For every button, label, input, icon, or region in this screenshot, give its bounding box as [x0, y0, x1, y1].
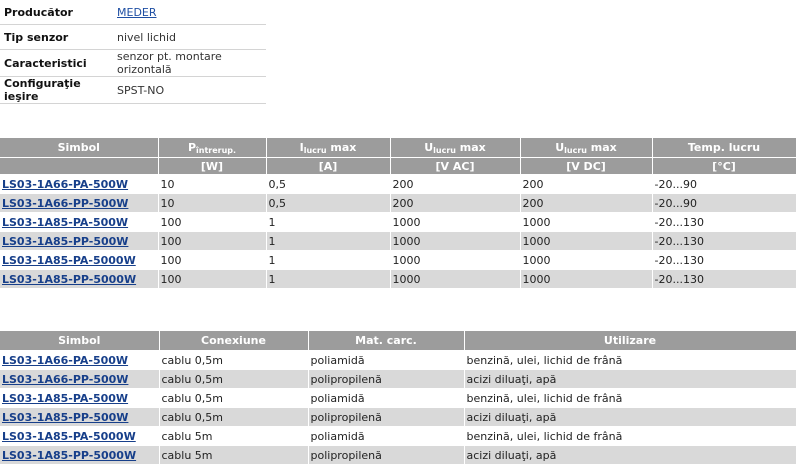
table-row	[0, 446, 796, 465]
table-cell: 200	[520, 194, 652, 213]
info-row	[0, 25, 266, 50]
table-cell: -20...130	[652, 213, 796, 232]
header-suffix: max	[586, 140, 617, 154]
column-unit: [°C]	[652, 158, 796, 175]
table-row	[0, 270, 796, 289]
header-label: Simbol	[57, 141, 100, 154]
column-header	[0, 138, 158, 158]
header-subscript: lucru	[303, 145, 327, 155]
header-suffix: max	[455, 140, 486, 154]
header-label: I	[299, 140, 304, 154]
table-cell	[0, 370, 159, 389]
table-cell: cablu 0,5m	[159, 351, 308, 370]
product-link[interactable]: LS03-1A85-PP-500W	[2, 234, 129, 248]
table-cell: cablu 0,5m	[159, 389, 308, 408]
table-cell: -20...90	[652, 175, 796, 194]
column-unit: [A]	[266, 158, 390, 175]
table-row	[0, 213, 796, 232]
table-cell	[0, 270, 158, 289]
table-cell: 1000	[390, 213, 520, 232]
product-link[interactable]: LS03-1A66-PP-500W	[2, 196, 129, 210]
table-cell	[0, 232, 158, 251]
table-row	[0, 427, 796, 446]
info-row	[0, 0, 266, 25]
column-header: Conexiune	[159, 331, 308, 351]
table-cell	[0, 194, 158, 213]
table-cell: cablu 5m	[159, 446, 308, 465]
header-label: U	[424, 140, 434, 154]
table-cell	[0, 213, 158, 232]
table-cell: benzină, ulei, lichid de frână	[464, 427, 796, 446]
table-cell: -20...130	[652, 270, 796, 289]
product-link[interactable]: LS03-1A85-PA-500W	[2, 215, 129, 229]
manufacturer-link[interactable]: MEDER	[117, 5, 157, 19]
product-link[interactable]: LS03-1A66-PA-500W	[2, 353, 129, 367]
table-cell: -20...130	[652, 232, 796, 251]
table-cell: poliamidă	[308, 389, 464, 408]
header-subscript: lucru	[433, 145, 456, 155]
table-cell	[0, 175, 158, 194]
table-cell: acizi diluaţi, apă	[464, 446, 796, 465]
table-cell	[0, 251, 158, 270]
product-link[interactable]: LS03-1A66-PP-500W	[2, 372, 129, 386]
info-value	[113, 0, 266, 25]
column-unit: [W]	[158, 158, 266, 175]
table-cell	[0, 427, 159, 446]
table-row	[0, 351, 796, 370]
product-link[interactable]: LS03-1A85-PA-500W	[2, 391, 129, 405]
application-table	[0, 331, 796, 465]
table-cell: 1000	[390, 232, 520, 251]
info-label: Tip senzor	[0, 25, 113, 50]
column-header	[266, 138, 390, 158]
table-cell: 1	[266, 251, 390, 270]
info-label: Producător	[0, 0, 113, 25]
column-unit: [V DC]	[520, 158, 652, 175]
table-cell: poliamidă	[308, 427, 464, 446]
table-cell: 0,5	[266, 175, 390, 194]
column-header	[390, 138, 520, 158]
table-cell: poliamidă	[308, 351, 464, 370]
table-cell: 1000	[520, 232, 652, 251]
table-cell: polipropilenă	[308, 370, 464, 389]
product-link[interactable]: LS03-1A85-PP-500W	[2, 410, 129, 424]
table-cell: 200	[520, 175, 652, 194]
table-cell: acizi diluaţi, apă	[464, 370, 796, 389]
column-unit: [V AC]	[390, 158, 520, 175]
table-cell: acizi diluaţi, apă	[464, 408, 796, 427]
header-subscript: întrerup.	[196, 145, 237, 155]
table-row	[0, 251, 796, 270]
product-link[interactable]: LS03-1A85-PA-5000W	[2, 429, 136, 443]
table-row	[0, 194, 796, 213]
table-cell: 1000	[390, 251, 520, 270]
table-cell: 1000	[390, 270, 520, 289]
info-value: senzor pt. montare orizontală	[113, 50, 266, 77]
table-cell: 1000	[520, 213, 652, 232]
table-row	[0, 175, 796, 194]
technical-specs-table	[0, 138, 796, 289]
info-value: nivel lichid	[113, 25, 266, 50]
table-cell: 100	[158, 213, 266, 232]
table-cell: 0,5	[266, 194, 390, 213]
table-row	[0, 370, 796, 389]
table-cell: 10	[158, 194, 266, 213]
table-units-row	[0, 158, 796, 175]
table-cell: polipropilenă	[308, 446, 464, 465]
header-label: U	[555, 140, 565, 154]
table-cell: 100	[158, 251, 266, 270]
column-header: Simbol	[0, 331, 159, 351]
header-subscript: lucru	[564, 145, 587, 155]
table-cell: 100	[158, 232, 266, 251]
table-header-row	[0, 331, 796, 351]
column-header: Utilizare	[464, 331, 796, 351]
column-header	[520, 138, 652, 158]
column-header	[158, 138, 266, 158]
product-link[interactable]: LS03-1A85-PP-5000W	[2, 448, 137, 462]
table-row	[0, 389, 796, 408]
table-cell: 1	[266, 270, 390, 289]
table-cell: 1000	[520, 251, 652, 270]
header-suffix: max	[326, 140, 357, 154]
table-cell	[0, 408, 159, 427]
product-link[interactable]: LS03-1A85-PA-5000W	[2, 253, 136, 267]
table-cell: 1000	[520, 270, 652, 289]
table-cell: 100	[158, 270, 266, 289]
info-row	[0, 50, 266, 77]
info-label: Caracteristici	[0, 50, 113, 77]
info-value: SPST-NO	[113, 77, 266, 104]
info-label: Configuraţie ieşire	[0, 77, 113, 104]
table-cell: 1	[266, 232, 390, 251]
table-cell: 200	[390, 194, 520, 213]
column-unit	[0, 158, 158, 175]
table-cell: benzină, ulei, lichid de frână	[464, 389, 796, 408]
table-cell: polipropilenă	[308, 408, 464, 427]
product-link[interactable]: LS03-1A85-PP-5000W	[2, 272, 137, 286]
table-row	[0, 232, 796, 251]
table-cell: cablu 0,5m	[159, 408, 308, 427]
table-header-row	[0, 138, 796, 158]
table-row	[0, 408, 796, 427]
table-cell: 200	[390, 175, 520, 194]
header-label: Temp. lucru	[687, 141, 761, 154]
table-cell: 1	[266, 213, 390, 232]
table-cell: cablu 5m	[159, 427, 308, 446]
product-link[interactable]: LS03-1A66-PA-500W	[2, 177, 129, 191]
product-info-table	[0, 0, 266, 104]
table-cell: -20...130	[652, 251, 796, 270]
info-row	[0, 77, 266, 104]
column-header: Mat. carc.	[308, 331, 464, 351]
header-label: P	[187, 140, 196, 154]
table-cell: benzină, ulei, lichid de frână	[464, 351, 796, 370]
table-cell: 10	[158, 175, 266, 194]
table-cell	[0, 351, 159, 370]
table-cell: -20...90	[652, 194, 796, 213]
table-cell	[0, 446, 159, 465]
table-cell: cablu 0,5m	[159, 370, 308, 389]
table-cell	[0, 389, 159, 408]
column-header	[652, 138, 796, 158]
